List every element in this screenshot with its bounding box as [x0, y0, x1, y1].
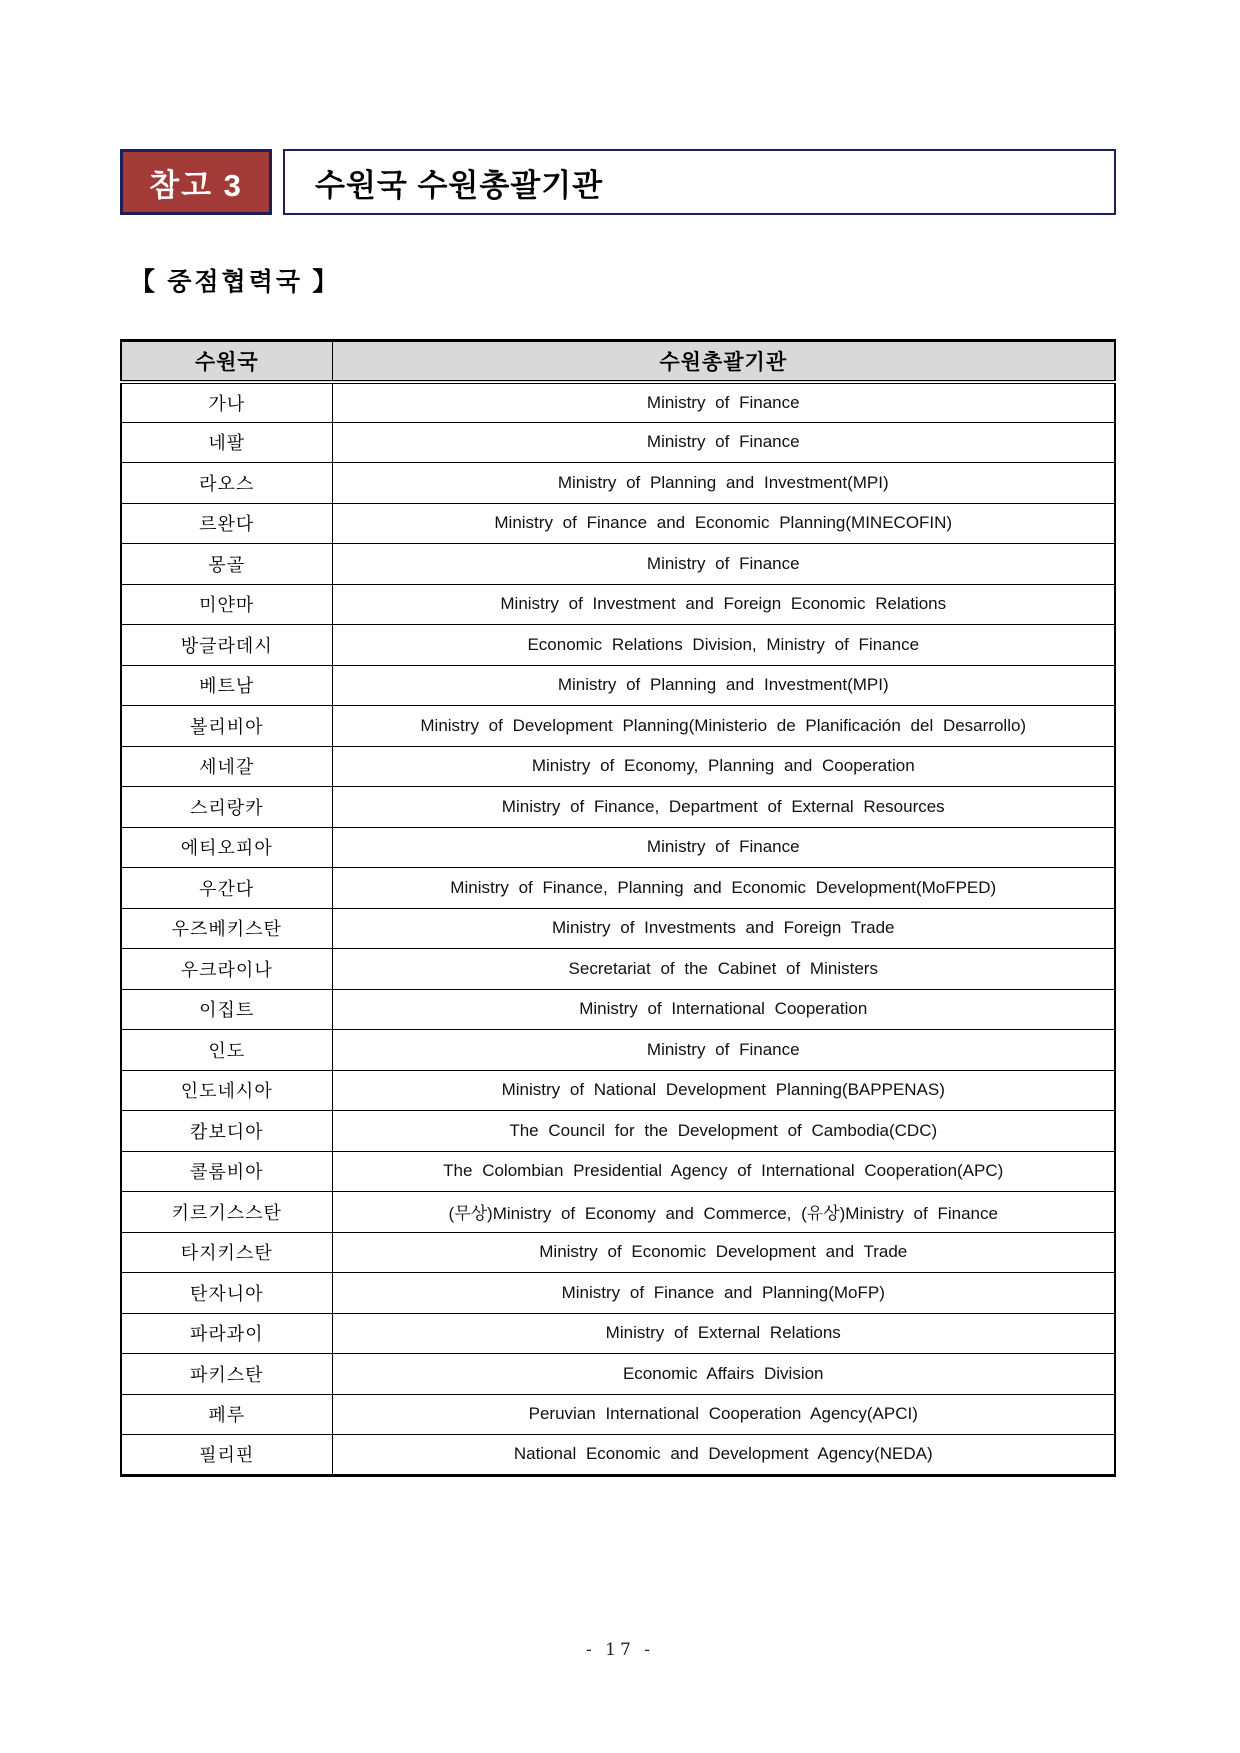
title-box [283, 149, 1116, 215]
country-cell: 스리랑카 [121, 787, 332, 828]
table-row [121, 1111, 1115, 1152]
country-cell: 몽골 [121, 544, 332, 585]
country-cell: 콜롬비아 [121, 1151, 332, 1192]
table-row [121, 706, 1115, 747]
country-cell: 키르기스스탄 [121, 1192, 332, 1233]
reference-badge-label: 참고 3 [149, 167, 243, 203]
table-row [121, 868, 1115, 909]
table-row [121, 382, 1115, 423]
country-cell: 탄자니아 [121, 1273, 332, 1314]
agency-cell: Ministry of Finance [332, 544, 1115, 585]
country-cell: 라오스 [121, 463, 332, 504]
country-cell: 에티오피아 [121, 827, 332, 868]
country-cell: 우즈베키스탄 [121, 908, 332, 949]
agency-cell: Ministry of Finance and Planning(MoFP) [332, 1273, 1115, 1314]
country-cell: 타지키스탄 [121, 1232, 332, 1273]
table-row [121, 787, 1115, 828]
country-cell: 이집트 [121, 989, 332, 1030]
agency-cell: Ministry of Finance [332, 1030, 1115, 1071]
agency-table [120, 339, 1116, 1477]
agency-cell: The Colombian Presidential Agency of International Cooperation(APC) [332, 1151, 1115, 1192]
table-row [121, 989, 1115, 1030]
table-row [121, 503, 1115, 544]
section-heading: 【 중점협력국 】 [130, 269, 341, 296]
country-cell: 캄보디아 [121, 1111, 332, 1152]
table-row [121, 1151, 1115, 1192]
table-row [121, 625, 1115, 666]
country-cell: 우크라이나 [121, 949, 332, 990]
agency-cell: Ministry of Economic Development and Trade [332, 1232, 1115, 1273]
table-row [121, 949, 1115, 990]
country-cell: 가나 [121, 382, 332, 423]
page-title: 수원국 수원총괄기관 [315, 167, 604, 203]
table-row [121, 544, 1115, 585]
table-row [121, 1192, 1115, 1233]
country-cell: 페루 [121, 1394, 332, 1435]
country-cell: 필리핀 [121, 1435, 332, 1476]
country-cell: 세네갈 [121, 746, 332, 787]
agency-cell: Ministry of Finance, Planning and Economic Development(MoFPED) [332, 868, 1115, 909]
agency-cell: Ministry of Planning and Investment(MPI) [332, 463, 1115, 504]
country-cell: 우간다 [121, 868, 332, 909]
table-row [121, 1435, 1115, 1476]
table-row [121, 827, 1115, 868]
table-row [121, 1273, 1115, 1314]
table-row [121, 665, 1115, 706]
agency-cell: Economic Relations Division, Ministry of Finance [332, 625, 1115, 666]
agency-cell: Ministry of Finance and Economic Planning(MINECOFIN) [332, 503, 1115, 544]
table-header-row [121, 341, 1115, 382]
table-body [121, 382, 1115, 1476]
agency-cell: Ministry of Economy, Planning and Cooperation [332, 746, 1115, 787]
country-cell: 네팔 [121, 422, 332, 463]
country-cell: 인도 [121, 1030, 332, 1071]
agency-cell: Ministry of External Relations [332, 1313, 1115, 1354]
agency-cell: Ministry of Finance [332, 827, 1115, 868]
country-cell: 인도네시아 [121, 1070, 332, 1111]
agency-cell: (무상)Ministry of Economy and Commerce, (유상)Ministry of Finance [332, 1192, 1115, 1233]
table-row [121, 422, 1115, 463]
agency-cell: Secretariat of the Cabinet of Ministers [332, 949, 1115, 990]
country-cell: 볼리비아 [121, 706, 332, 747]
agency-cell: Ministry of Investments and Foreign Trade [332, 908, 1115, 949]
table-row [121, 1232, 1115, 1273]
agency-cell: Ministry of Planning and Investment(MPI) [332, 665, 1115, 706]
country-cell: 르완다 [121, 503, 332, 544]
country-cell: 파라과이 [121, 1313, 332, 1354]
table-row [121, 746, 1115, 787]
table-row [121, 463, 1115, 504]
agency-cell: Peruvian International Cooperation Agency(APCI) [332, 1394, 1115, 1435]
agency-cell: Ministry of Finance, Department of External Resources [332, 787, 1115, 828]
table-row [121, 584, 1115, 625]
agency-cell: Ministry of National Development Planning(BAPPENAS) [332, 1070, 1115, 1111]
col-header-agency: 수원총괄기관 [332, 341, 1115, 382]
reference-badge [120, 149, 272, 215]
table-row [121, 1394, 1115, 1435]
agency-cell: Ministry of Development Planning(Ministerio de Planificación del Desarrollo) [332, 706, 1115, 747]
country-cell: 파키스탄 [121, 1354, 332, 1395]
agency-cell: Ministry of Finance [332, 422, 1115, 463]
header-banner [120, 149, 1116, 215]
table-row [121, 1313, 1115, 1354]
agency-cell: Ministry of Finance [332, 382, 1115, 423]
agency-cell: The Council for the Development of Cambodia(CDC) [332, 1111, 1115, 1152]
table-row [121, 908, 1115, 949]
table-row [121, 1354, 1115, 1395]
col-header-country: 수원국 [121, 341, 332, 382]
table-row [121, 1030, 1115, 1071]
page-number: - 17 - [586, 1640, 654, 1660]
table-row [121, 1070, 1115, 1111]
agency-cell: Ministry of Investment and Foreign Economic Relations [332, 584, 1115, 625]
country-cell: 베트남 [121, 665, 332, 706]
country-cell: 미얀마 [121, 584, 332, 625]
agency-cell: Economic Affairs Division [332, 1354, 1115, 1395]
country-cell: 방글라데시 [121, 625, 332, 666]
agency-cell: Ministry of International Cooperation [332, 989, 1115, 1030]
agency-cell: National Economic and Development Agency(NEDA) [332, 1435, 1115, 1476]
